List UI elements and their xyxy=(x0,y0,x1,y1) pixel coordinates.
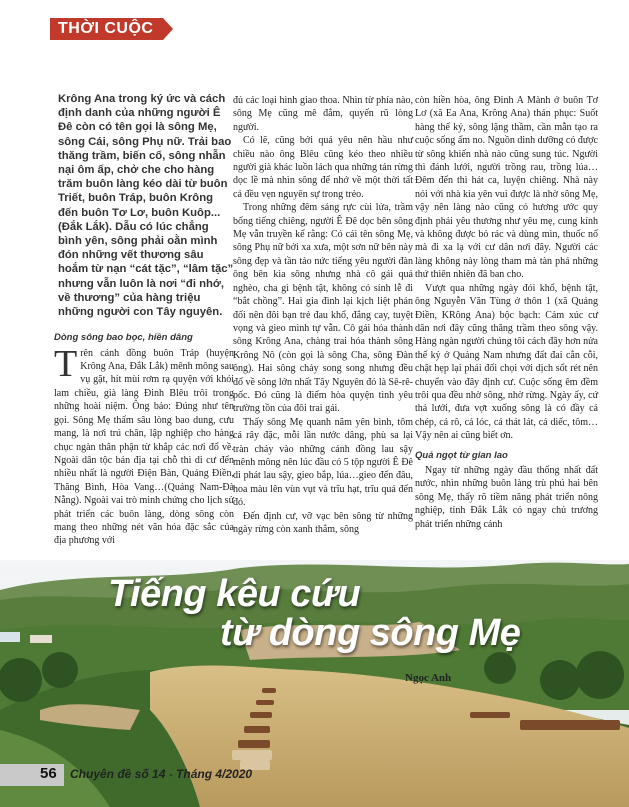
issue-date: Tháng 4/2020 xyxy=(176,767,253,781)
header-bar xyxy=(0,0,629,40)
article-title-line-2: từ dòng sông Mẹ xyxy=(220,612,521,654)
page-number: 56 xyxy=(40,765,57,782)
footer-separator: - xyxy=(165,767,177,781)
author-byline: Ngọc Anh xyxy=(405,672,452,684)
body-paragraph: Vượt qua những ngày đói khổ, bệnh tật, ông Nguyễn Văn Tùng ở thôn 1 (xã Quảng Điền, KRông Ana) bộc bạch: Cảm xúc cư dân nơi đây cũng thăng trầm theo sông vậy. Hàng ngàn người chúng tôi cách đây hơn nửa thế kỷ ở Quảng Nam nhưng đất đai cằn cỗi, chật hẹp lại phải đối chọi với dịch sốt rét nên chuyển vào đây định cư. Cuộc sống êm đềm trôi qua đều nhờ sông, nhờ rừng. Ngày ấy, cứ thả lưới, đưa vợt xuống sông là có đầy cá chép, cá rô, cá lóc, cá thát lát, cá diếc, tôm… Vậy nên ai cũng biết ơn. xyxy=(415,282,598,442)
subheading-2: Quả ngọt từ gian lao xyxy=(415,449,508,461)
body-paragraph: đủ các loại hình giao thoa. Nhìn từ phía nào, sông Mẹ cũng mê đắm, quyến rũ lòng người. xyxy=(233,95,413,133)
column-3 xyxy=(415,94,598,531)
subheading-1: Dòng sông bao bọc, hiền dâng xyxy=(54,332,193,344)
body-paragraph: Ngay từ những ngày đầu thống nhất đất nước, nhìn những buôn làng trù phú hai bên sông Mẹ, thấy rõ tiềm năng phát triển nông nghiệp, tỉnh Đắk Lắk có ngay chủ trương phát triển những cánh xyxy=(415,464,598,530)
article-title-line-1: Tiếng kêu cứu xyxy=(108,573,361,615)
body-paragraph: Trong những đêm sáng rực cùi lửa, trầm bổng tiếng chiêng, người Ê Đê dọc bên sông Mẹ vẫn truyền kể rằng: Có cái tên sông Mẹ, sông Phụ nữ bởi xa xưa, một sơn nữ bên này sông đẹp và tần tảo nức tiếng yêu người đàn ông bên kia sông nhưng nhà cô gái quá nghèo, cha gì bệnh tật, không có sính lễ đi “bắt chồng”. Hai gia đình lại kịch liệt phản đối nên đôi bạn trẻ đau khổ, đắng cay, tuyệt vọng và gieo mình tự vẫn. Cô gái hóa thành sông Krông Ana, chàng trai hóa thành sông Krông Nô (còn gọi là sông Cha, sông Đàn ông). Hai sông chảy song song nhưng đều đổ về sông lớn nhất Tây Nguyên đó là Sê-rê-pốc. Đó cũng là điểm hòa quyện tình yêu trường tồn của đôi trai gái. xyxy=(233,202,413,415)
issue-info xyxy=(70,767,252,781)
section-tag: THỜI CUỘC xyxy=(50,18,163,40)
body-paragraph: Đến định cư, vỡ vạc bên sông từ những ngày rừng còn xanh thẳm, sông xyxy=(233,510,413,535)
body-paragraph: Thấy sông Mẹ quanh năm yên bình, tôm cá rây đặc, mỗi lần nước dâng, phù sa lại tràn chảy vào những cánh đồng lau sậy mênh mông nên lúc đầu có 5 tộp người Ê Đê di phát lau sậy, gieo bắp, lúa…gieo đến đâu, hoa màu lên vùn vụt và trĩu hạt, trĩu quả đến đó. xyxy=(233,416,413,509)
body-paragraph xyxy=(54,342,234,548)
lead-paragraph: Krông Ana trong ký ức và cách định danh của những người Ê Đê còn có tên gọi là sông Mẹ, sông Cái, sông Phụ nữ. Trải bao thăng trầm, biến cố, sông nhẫn nại ôm ấp, chở che cho hàng trăm buôn làng kéo dài từ buôn Triết, buôn Tráp, buôn Krông đến buôn Tơ Lơ, buôn Kuôp...(Đắk Lắk). Dẫu có lúc chẳng bình yên, sông phải oằn mình đón những vết thương sâu hoắm từ nạn “cát tặc”, “lâm tặc” nhưng vẫn luôn là nơi “đi nhớ, về thương” của hàng triệu những người con Tây nguyên. xyxy=(58,93,234,319)
magazine-name: Chuyên đề số 14 xyxy=(70,767,166,781)
body-paragraph: còn hiền hòa, ông Đinh A Mành ở buôn Tơ Lơ (xã Ea Ana, Krông Ana) thán phục: Suốt hàng thế kỷ, sông lặng thầm, cần mẫn tạo ra cuộc sống ấm no. Nguồn dinh dưỡng có được từ sông khiến nhà nào cũng sung túc. Người thì đánh lưới, người trồng rau, trồng lúa…Đêm đến thì hát ca, luyện chiêng. Nhà này nói với nhà kia yên vui được là nhờ sông Mẹ, vậy nên làng nào cũng có hương ước quy định phải yêu thương như yêu mẹ, cung kính và không được bỏ rác và dùng mìn, thuốc nổ mà đi xa lạ với cư dân nơi đây. Người các làng không này lòng tham mà tàn phá những thứ thiên nhiên đã ban cho. xyxy=(415,95,598,281)
drop-cap: T xyxy=(54,342,78,385)
body-text: rên cánh đồng buôn Tráp (huyện Krông Ana, Đắk Lắk) mênh mông sau vụ gặt, hít mùi rơm rạ quyện với khói lam chiều, già làng Đinh Blêu trôi trong những hoài niệm. Ông bảo: Đúng như tên gọi. Sông Mẹ thấm sâu lòng bao dung, cưu mang, là nơi trú chân, lập nghiệp cho hàng chục ngàn thân phận từ khắp các nơi đổ về. Ngoài dân tộc bản địa tại chỗ thì di cư đến nhiều nhất là người Điện Bàn, Quảng Điền, Thăng Bình, Hòa Vang…(Quảng Nam-Đà Nẵng). Ngoài vai trò minh chứng cho lịch sử phát triển các buôn làng, dòng sông còn mang theo những nét văn hóa đặc sắc của địa phương với xyxy=(54,347,234,547)
column-1 xyxy=(54,92,234,548)
column-2 xyxy=(233,94,413,536)
body-paragraph: Có lẽ, cũng bởi quá yêu nên hầu như chiều nào ông Blêu cũng kéo theo nhiều người già khác luồn lách qua những tán rừng dọc lề mà nhìn sông để nhớ về một thời tất cả đều vẹn nguyên sự trong trẻo. xyxy=(233,135,413,200)
